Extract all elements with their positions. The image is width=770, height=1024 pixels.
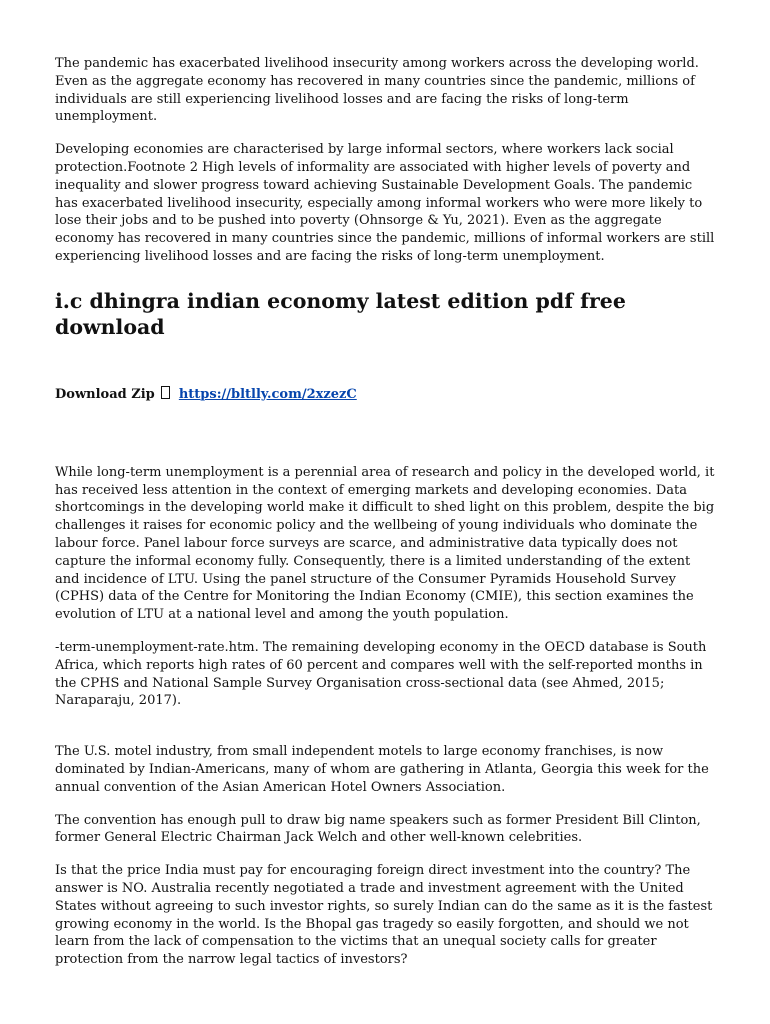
paragraph-convention: The convention has enough pull to draw big name speakers such as former President Bill Clinton, former General Electric Chairman Jack Welch and other well-known celebrities. [55,812,701,846]
paragraph-oecd-database: -term-unemployment-rate.htm. The remaining developing economy in the OECD database is South Africa, which reports high rates of 60 percent and compares well with the self-reported months in the CPHS and National Sample Survey Organisation cross-sectional data (see Ahmed, 2015; Naraparaju, 2017). [55,639,707,709]
download-link[interactable]: https://bltlly.com/2xzezC [178,386,357,402]
paragraph-long-term-unemployment: While long-term unemployment is a perennial area of research and policy in the developed world, it has received less attention in the context of emerging markets and developing economies. Data shortcomings in the developing world make it difficult to shed light on this problem, despite the big challenges it raises for economic policy and the wellbeing of young individuals who dominate the labour force. Panel labour force surveys are scarce, and administrative data typically does not capture the informal economy fully. Consequently, there is a limited understanding of the extent and incidence of LTU. Using the panel structure of the Consumer Pyramids Household Survey (CPHS) data of the Centre for Monitoring the Indian Economy (CMIE), this section examines the evolution of LTU at a national level and among the youth population. [55,464,715,623]
paragraph-pandemic-intro: The pandemic has exacerbated livelihood insecurity among workers across the developing world. Even as the aggregate economy has recovered in many countries since the pandemic, millions of individuals are still experiencing livelihood losses and are facing the risks of long-term unemployment. [55,56,699,125]
missing-glyph-icon [161,386,170,399]
download-label: Download Zip [55,386,155,402]
paragraph-motel-industry: The U.S. motel industry, from small independent motels to large economy franchises, is now dominated by Indian-Americans, many of whom are gathering in Atlanta, Georgia this week for the annual convention of the Asian American Hotel Owners Association. [55,744,709,795]
paragraph-informal-sectors: Developing economies are characterised by large informal sectors, where workers lack social protection.Footnote 2 High levels of informality are associated with higher levels of poverty and inequality and slower progress toward achieving Sustainable Development Goals. The pandemic has exacerbated livelihood insecurity, especially among informal workers who were more likely to lose their jobs and to be pushed into poverty (Ohnsorge & Yu, 2021). Even as the aggregate economy has recovered in many countries since the pandemic, millions of informal workers are still experiencing livelihood losses and are facing the risks of long-term unemployment. [55,142,715,264]
page-title: i.c dhingra indian economy latest edition pdf free download [55,288,626,339]
document-page [55,55,715,969]
download-line [55,386,715,403]
paragraph-foreign-investment: Is that the price India must pay for encouraging foreign direct investment into the country? The answer is NO. Australia recently negotiated a trade and investment agreement with the United States without agreeing to such investor rights, so surely Indian can do the same as it is the fastest growing economy in the world. Is the Bhopal gas tragedy so easily forgotten, and should we not learn from the lack of compensation to the victims that an unequal society calls for greater protection from the narrow legal tactics of investors? [55,863,713,968]
